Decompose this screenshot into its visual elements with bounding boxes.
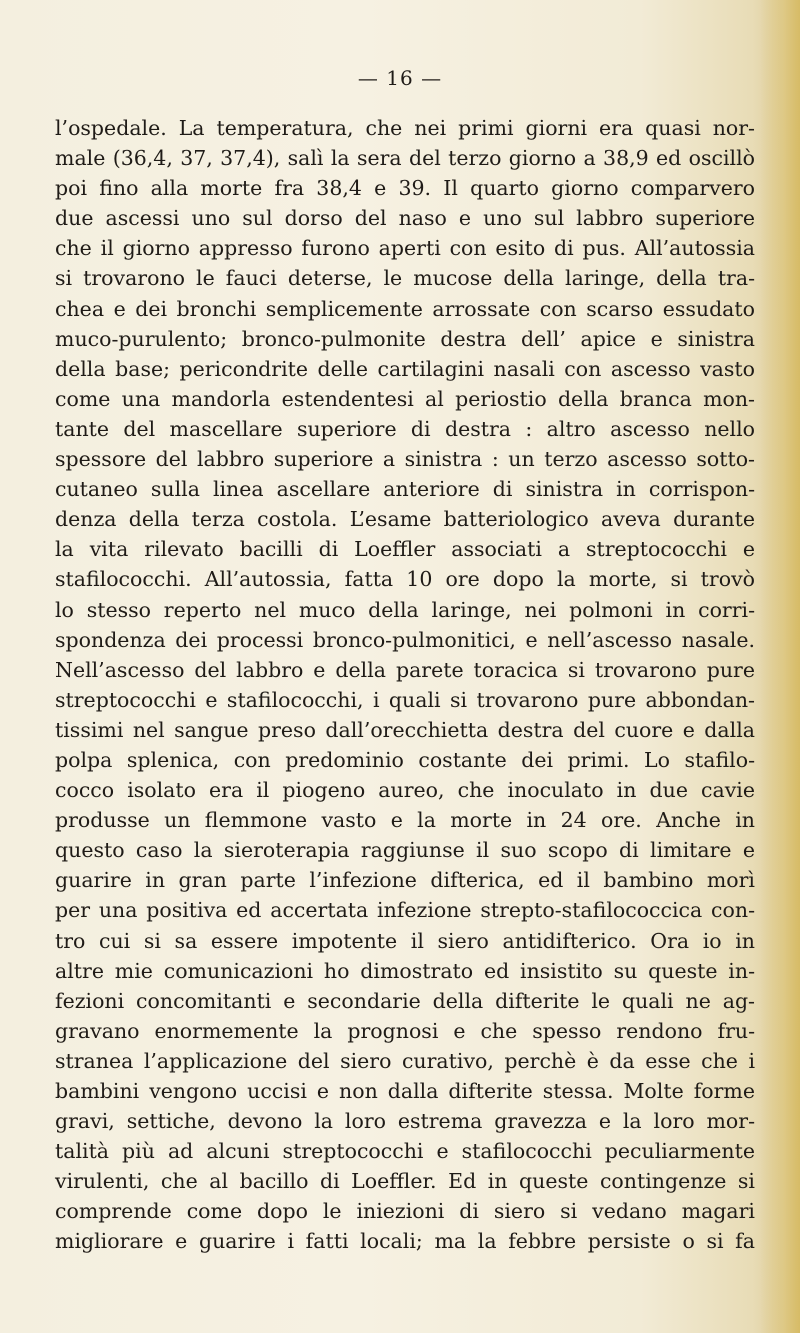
text-line: streptococchi e stafilococchi, i quali si trovarono pure abbondan- — [55, 687, 755, 712]
body-text — [55, 113, 755, 1257]
text-line: fezioni concomitanti e secondarie della difterite le quali ne ag- — [55, 988, 755, 1013]
text-line: tissimi nel sangue preso dall’orecchietta destra del cuore e dalla — [55, 717, 755, 742]
text-line: stafilococchi. All’autossia, fatta 10 ore dopo la morte, si trovò — [55, 567, 755, 592]
text-line: l’ospedale. La temperatura, che nei primi giorni era quasi nor- — [55, 116, 755, 140]
text-line: polpa splenica, con predominio costante dei primi. Lo stafilo- — [55, 747, 755, 772]
text-line: della base; pericondrite delle cartilagini nasali con ascesso vasto — [55, 356, 755, 381]
text-line: spondenza dei processi bronco-pulmonitici, e nell’ascesso nasale. — [55, 627, 755, 652]
text-line: si trovarono le fauci deterse, le mucose della laringe, della tra- — [55, 266, 755, 291]
text-line: altre mie comunicazioni ho dimostrato ed insistito su queste in- — [55, 958, 755, 983]
text-line: la vita rilevato bacilli di Loeffler associati a streptococchi e — [55, 537, 755, 562]
text-line: virulenti, che al bacillo di Loeffler. Ed in queste contingenze si — [55, 1169, 755, 1194]
text-line: bambini vengono uccisi e non dalla difterite stessa. Molte forme — [55, 1079, 755, 1103]
text-line: male (36,4, 37, 37,4), salì la sera del terzo giorno a 38,9 ed oscillò — [55, 146, 755, 171]
text-line: chea e dei bronchi semplicemente arrossate con scarso essudato — [55, 296, 755, 321]
text-line: per una positiva ed accertata infezione strepto-stafilococcica con- — [55, 898, 755, 923]
text-line: migliorare e guarire i fatti locali; ma la febbre persiste o si fa — [55, 1229, 755, 1254]
text-line: due ascessi uno sul dorso del naso e uno sul labbro superiore — [55, 206, 755, 231]
page-edge-stain — [760, 0, 800, 1333]
text-line: Nell’ascesso del labbro e della parete toracica si trovarono pure — [55, 657, 755, 682]
text-line: tro cui si sa essere impotente il siero antidifterico. Ora io in — [55, 928, 755, 953]
text-line: stranea l’applicazione del siero curativo, perchè è da esse che i — [55, 1048, 755, 1073]
text-line: guarire in gran parte l’infezione difterica, ed il bambino morì — [55, 868, 755, 893]
text-line: come una mandorla estendentesi al periostio della branca mon- — [55, 386, 755, 411]
text-line: muco-purulento; bronco-pulmonite destra dell’ apice e sinistra — [55, 326, 755, 351]
text-line: tante del mascellare superiore di destra : altro ascesso nello — [55, 416, 755, 441]
text-line: lo stesso reperto nel muco della laringe, nei polmoni in corri- — [55, 597, 755, 622]
text-line: denza della terza costola. L’esame batteriologico aveva durante — [55, 507, 755, 532]
text-line: gravi, settiche, devono la loro estrema gravezza e la loro mor- — [55, 1109, 755, 1134]
page-number: — 16 — — [357, 66, 443, 90]
text-line: comprende come dopo le iniezioni di siero si vedano magari — [55, 1199, 755, 1224]
text-line: cutaneo sulla linea ascellare anteriore di sinistra in corrispon- — [55, 477, 755, 502]
text-line: che il giorno appresso furono aperti con esito di pus. All’autossia — [55, 236, 755, 261]
text-line: talità più ad alcuni streptococchi e stafilococchi peculiarmente — [55, 1139, 755, 1164]
text-line: poi fino alla morte fra 38,4 e 39. Il quarto giorno comparvero — [55, 176, 755, 201]
text-line: produsse un flemmone vasto e la morte in 24 ore. Anche in — [55, 808, 755, 833]
text-line: gravano enormemente la prognosi e che spesso rendono fru- — [55, 1018, 755, 1043]
text-line: cocco isolato era il piogeno aureo, che inoculato in due cavie — [55, 778, 755, 803]
text-line: questo caso la sieroterapia raggiunse il suo scopo di limitare e — [55, 838, 755, 863]
text-line: spessore del labbro superiore a sinistra : un terzo ascesso sotto- — [55, 447, 755, 472]
